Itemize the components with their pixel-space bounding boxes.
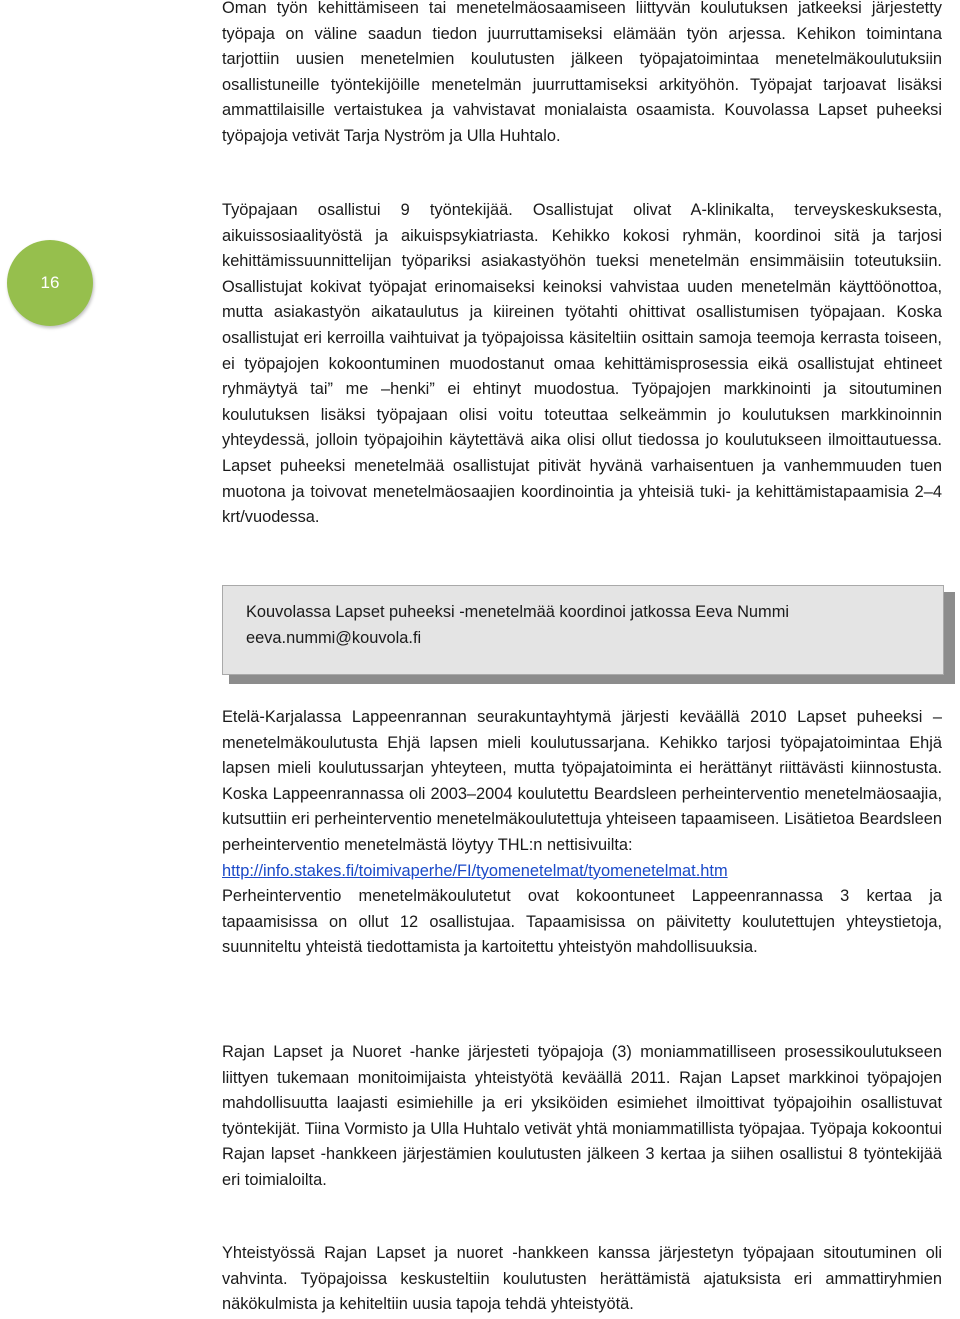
paragraph-text: Yhteistyössä Rajan Lapset ja nuoret -hankkeen kanssa järjestetyn työpajaan sitoutuminen oli vahvinta. Työpajoissa keskusteltiin koulutusten herättämistä ajatuksista eri ammattiryhmien näkökulmista ja kehiteltiin uusia tapoja tehdä yhteistyötä. — [222, 1244, 942, 1314]
page-number: 16 — [40, 273, 60, 292]
paragraph-text: Työpajaan osallistui 9 työntekijää. Osallistujat olivat A-klinikalta, terveyskeskuksesta, aikuissosiaalityöstä ja aikuispsykiatriasta. Kehikko kokosi ryhmän, koordinoi sitä ja tarjosi kehittämissuunnittelijan työpariksi asiakastyöhön tueksi menetelmän ensimmäisiin toteutuksiin. Osallistujat kokivat työpajat erinomaiseksi keinoksi vahvistaa uuden menetelmän käyttöönottoa, mutta asiakastyön aikataulutus ja kiireinen työtahti ohittivat osallistumisen työpajaan. Koska osallistujat eri kerroilla vaihtuivat ja työpajoissa käsiteltiin osittain samoja teemoja kerrasta toiseen, ei työpajojen kokoontuminen muodostanut omaa kehittämisprosessia eikä osallistujat ehtineet ryhmäytyä tai” me –henki” ei ehtinyt muodostua. Työpajojen markkinointi ja sitoutuminen koulutuksen lisäksi työpajaan olisi voitu toteuttaa selkeämmin jo koulutuksen markkinoinnin yhteydessä, jolloin työpajoihin käytettävä aika olisi ollut tiedossa jo koulutukseen ilmoittautuessa. Lapset puheeksi menetelmää osallistujat pitivät hyvänä varhaisentuen ja vanhemmuuden tuen muotona ja toivovat menetelmäosaajien koordinointia ja yhteisiä tuki- ja kehittämistapaamisia 2–4 krt/vuodessa. — [222, 201, 942, 527]
paragraph-text-after-link: Perheinterventio menetelmäkoulutetut ovat kokoontuneet Lappeenrannassa 3 kertaa ja tapaamisissa on ollut 12 osallistujaa. Tapaamisissa on päivitetty koulutettujen yhteystietoja, suunniteltu yhteistä tiedottamista ja kartoitettu yhteistyön mahdollisuuksia. — [222, 887, 942, 957]
paragraph-cooperation — [222, 1241, 942, 1318]
paragraph-text-before-link: Etelä-Karjalassa Lappeenrannan seurakuntayhtymä järjesti keväällä 2010 Lapset puheeksi – menetelmäkoulutusta Ehjä lapsen mieli koulutussarjana. Kehikko tarjosi työpajatoimintaa Ehjä lapsen mieli koulutussarjan yhteyteen, mutta työpajatoiminta ei herättänyt riittävästi kiinnostusta. Koska Lappeenrannassa oli 2003–2004 koulutettu Beardsleen perheinterventio menetelmäosaajia, kutsuttiin eri perheinterventio menetelmäkoulutettuja yhteiseen tapaamiseen. Lisätietoa Beardsleen perheinterventio menetelmästä löytyy THL:n nettisivuilta: — [222, 708, 942, 854]
page-number-badge — [7, 240, 93, 326]
paragraph-text: Rajan Lapset ja Nuoret -hanke järjesteti työpajoja (3) moniammatilliseen prosessikoulutukseen liittyen tukemaan monitoimijaista yhteistyötä keväällä 2011. Rajan Lapset markkinoi työpajojen mahdollisuutta laajasti esimiehille ja eri yksiköiden esimiehet ilmoittivat työpajoihin osallistuvat työntekijät. Tiina Vormisto ja Ulla Huhtalo vetivät yhtä moniammatillista työpajaa. Työpaja kokoontui Rajan lapset -hankkeen järjestämien koulutusten jälkeen 3 kertaa ja siihen osallistui 8 työntekijää eri toimialoilta. — [222, 1043, 942, 1189]
paragraph-text — [222, 705, 942, 961]
paragraph-text: Oman työn kehittämiseen tai menetelmäosaamiseen liittyvän koulutuksen jatkeeksi järjestetty työpaja on väline saadun tiedon juurruttamiseksi elämään työn arjessa. Kehikon toimintana tarjottiin uusien menetelmien koulutusten jälkeen työpajatoimintaa menetelmäkoulutuksiin osallistuneille työntekijöille menetelmän juurruttamiseksi arkityöhön. Työpajat tarjoavat lisäksi ammattilaisille vertaistukea ja vahvistavat monialaista osaamista. Kouvolassa Lapset puheeksi työpajoja vetivät Tarja Nyström ja Ulla Huhtalo. — [222, 0, 942, 145]
coordinator-note-box — [222, 585, 944, 675]
paragraph-workshop-intro — [222, 0, 942, 150]
coordinator-note-text: Kouvolassa Lapset puheeksi -menetelmää koordinoi jatkossa Eeva Nummi eeva.nummi@kouvola.fi — [246, 603, 789, 647]
thl-link[interactable]: http://info.stakes.fi/toimivaperhe/FI/tyomenetelmat/tyomenetelmat.htm — [222, 861, 728, 880]
paragraph-etela-karjala — [222, 705, 942, 961]
paragraph-workshop-participants — [222, 198, 942, 531]
paragraph-rajan-lapset — [222, 1040, 942, 1194]
